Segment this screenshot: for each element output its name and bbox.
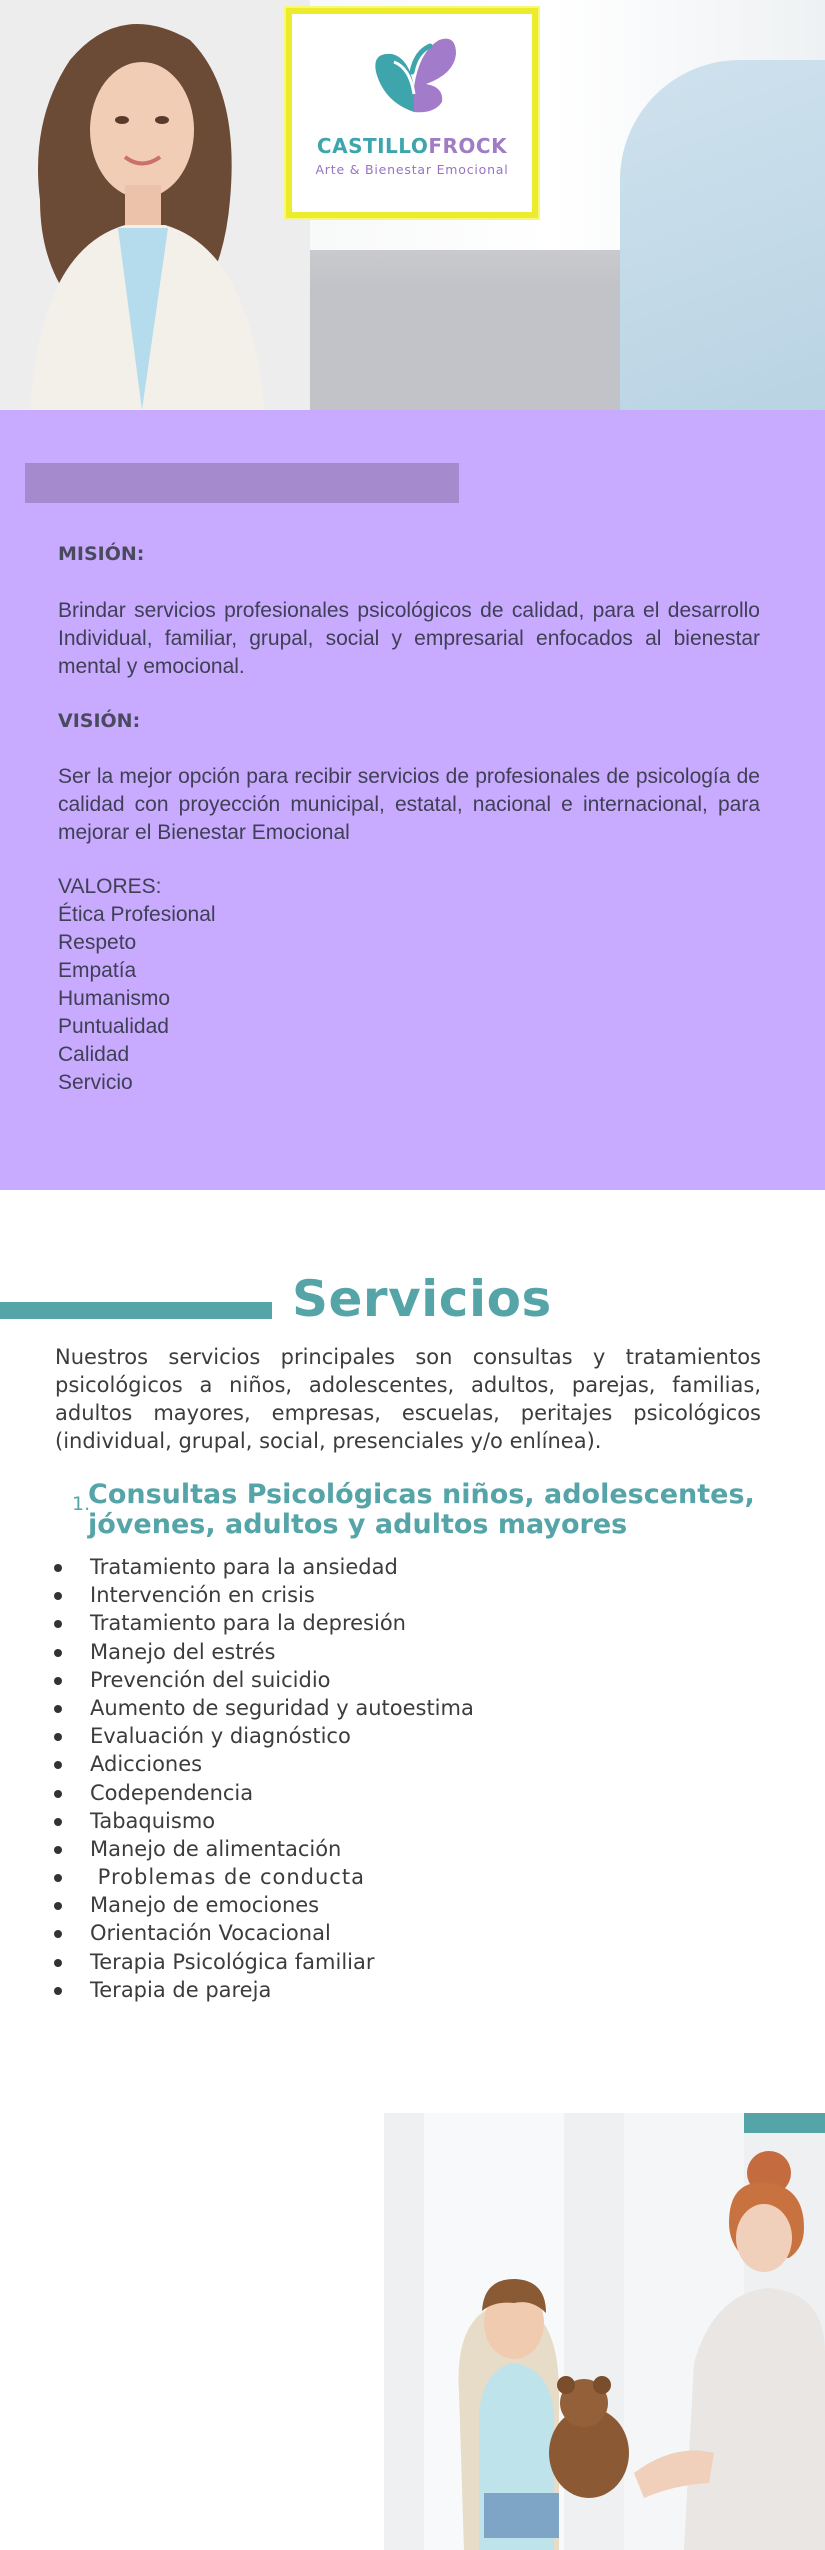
- smiling-woman-illustration: [0, 0, 310, 410]
- logo-name: [292, 134, 532, 158]
- services-intro: Nuestros servicios principales son consultas y tratamientos psicológicos a niños, adolescentes, adultos, parejas, familias, adultos mayores, empresas, escuelas, peritajes psicológicos (individual, grupal, social, presenciales y/o enlínea).: [55, 1345, 761, 1453]
- list-item: [50, 1807, 750, 1835]
- bullet-icon: [54, 1987, 62, 1995]
- list-item-label: Manejo del estrés: [90, 1639, 276, 1664]
- list-item: [50, 1553, 750, 1581]
- list-item: [50, 1976, 750, 2004]
- list-item-label: Problemas de conducta: [90, 1865, 365, 1890]
- list-item: [50, 1694, 750, 1722]
- list-item: [50, 1581, 750, 1609]
- value-item: Servicio: [58, 1071, 133, 1094]
- value-item: Ética Profesional: [58, 903, 216, 926]
- list-item: [50, 1666, 750, 1694]
- value-item: Empatía: [58, 959, 137, 982]
- bullet-icon: [54, 1959, 62, 1967]
- bullet-icon: [54, 1733, 62, 1741]
- list-item: [50, 1835, 750, 1863]
- bullet-icon: [54, 1790, 62, 1798]
- services-title: Servicios: [292, 1270, 552, 1328]
- values-heading: VALORES:: [58, 875, 162, 898]
- section-header-bar: [25, 463, 459, 503]
- values-list: [58, 873, 216, 1097]
- list-item: [50, 1638, 750, 1666]
- bullet-icon: [54, 1818, 62, 1826]
- subsection-number: 1.: [72, 1493, 91, 1515]
- child-therapy-illustration: [384, 2113, 825, 2550]
- list-item-label: Manejo de alimentación: [90, 1836, 342, 1861]
- list-item-label: Intervención en crisis: [90, 1583, 315, 1608]
- services-list: [50, 1553, 750, 2004]
- list-item: [50, 1609, 750, 1637]
- list-item-label: Tratamiento para la ansiedad: [90, 1555, 398, 1579]
- mission-text: Brindar servicios profesionales psicológicos de calidad, para el desarrollo Individual, familiar, grupal, social y empresarial enfocados al bienestar mental y emocional.: [58, 599, 760, 678]
- hero-photo: [0, 0, 825, 410]
- bullet-icon: [54, 1677, 62, 1685]
- services-accent-line: [0, 1302, 272, 1319]
- value-item: Puntualidad: [58, 1015, 169, 1038]
- vision-heading: VISIÓN:: [58, 710, 141, 732]
- list-item-label: Orientación Vocacional: [90, 1921, 331, 1946]
- list-item: [50, 1919, 750, 1947]
- bullet-icon: [54, 1620, 62, 1628]
- list-item-label: Adicciones: [90, 1752, 203, 1777]
- list-item: [50, 1863, 750, 1891]
- mission-heading: MISIÓN:: [58, 543, 145, 565]
- list-item-label: Terapia de pareja: [90, 1977, 272, 2002]
- list-item-label: Tabaquismo: [90, 1808, 216, 1833]
- list-item-label: Tratamiento para la depresión: [90, 1611, 406, 1636]
- logo-tagline: Arte & Bienestar Emocional: [315, 162, 509, 177]
- bullet-icon: [54, 1902, 62, 1910]
- list-item: [50, 1948, 750, 1976]
- bullet-icon: [54, 1592, 62, 1600]
- value-item: Respeto: [58, 931, 137, 954]
- butterfly-logo-icon: [364, 32, 464, 122]
- bullet-icon: [54, 1874, 62, 1882]
- list-item-label: Manejo de emociones: [90, 1893, 320, 1918]
- bullet-icon: [54, 1930, 62, 1938]
- list-item-label: Evaluación y diagnóstico: [90, 1724, 351, 1749]
- subsection-title: Consultas Psicológicas niños, adolescentes, jóvenes, adultos y adultos mayores: [88, 1479, 755, 1540]
- bullet-icon: [54, 1649, 62, 1657]
- list-item: [50, 1750, 750, 1778]
- list-item-label: Aumento de seguridad y autoestima: [90, 1695, 474, 1720]
- logo-name-part2: FROCK: [428, 134, 508, 158]
- corner-accent-bar: [744, 2113, 825, 2133]
- value-item: Calidad: [58, 1043, 130, 1066]
- vision-text: Ser la mejor opción para recibir servicios de profesionales de psicología de calidad con proyección municipal, estatal, nacional e internacional, para mejorar el Bienestar Emocional: [58, 765, 760, 844]
- therapist-shoulder: [620, 60, 825, 410]
- list-item-label: Terapia Psicológica familiar: [90, 1949, 375, 1974]
- bullet-icon: [54, 1761, 62, 1769]
- bullet-icon: [54, 1705, 62, 1713]
- value-item: Humanismo: [58, 987, 171, 1010]
- list-item: [50, 1779, 750, 1807]
- child-therapy-photo: [384, 2113, 825, 2550]
- list-item: [50, 1891, 750, 1919]
- logo-name-part1: CASTILLO: [316, 134, 429, 158]
- bullet-icon: [54, 1846, 62, 1854]
- mission-vision-section: [0, 410, 825, 1190]
- bullet-icon: [54, 1564, 62, 1572]
- list-item-label: Prevención del suicidio: [90, 1667, 331, 1692]
- list-item: [50, 1722, 750, 1750]
- list-item-label: Codependencia: [90, 1780, 254, 1805]
- logo: [286, 8, 538, 218]
